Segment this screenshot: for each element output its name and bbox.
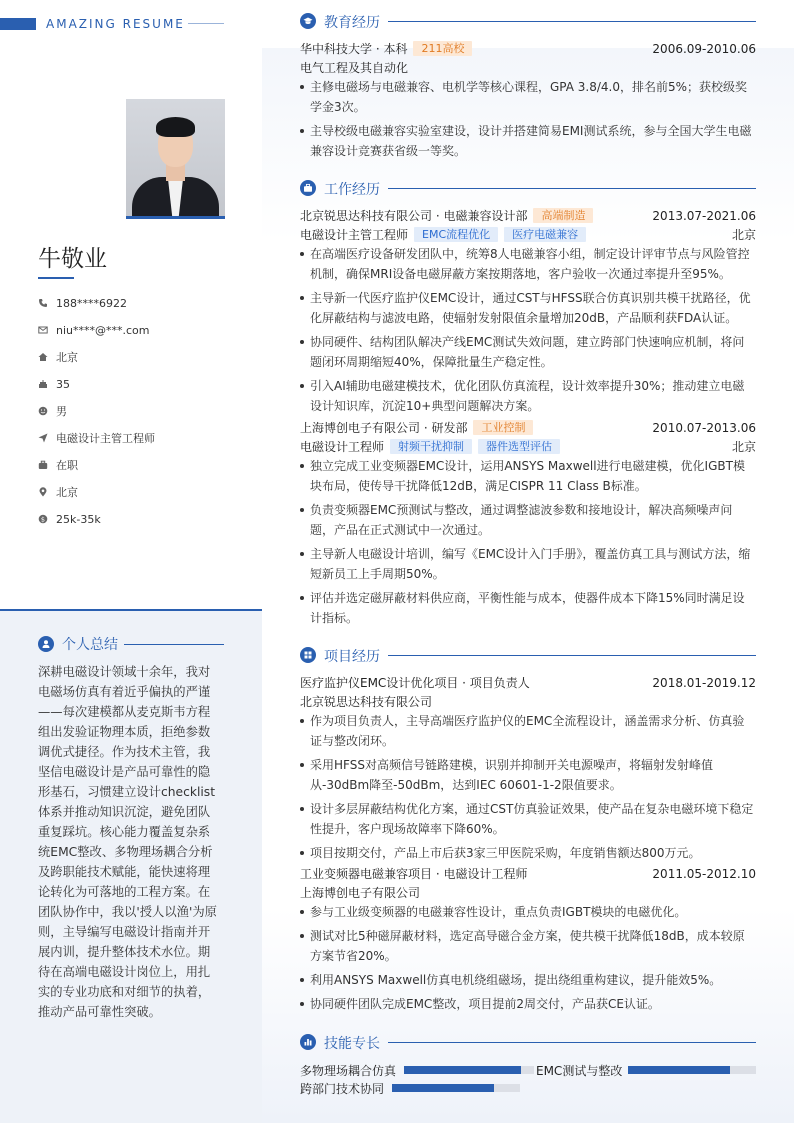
city-text: 北京 [56, 486, 78, 499]
skill-tag: 器件选型评估 [478, 439, 560, 454]
job-bullets [300, 456, 756, 628]
location-row [38, 349, 238, 365]
project-row [300, 864, 756, 883]
skill-level-fill [404, 1066, 521, 1074]
job-role: 电磁设计主管工程师 [300, 228, 409, 242]
school-tag: 211高校 [413, 41, 472, 56]
project-block-2 [300, 864, 756, 1018]
work-line [388, 188, 756, 189]
skill-item [300, 1062, 534, 1078]
project-company-row [300, 883, 756, 902]
gender-row [38, 403, 238, 419]
status-row [38, 457, 238, 473]
education-line [388, 21, 756, 22]
name-underline [38, 277, 74, 279]
cake-icon [38, 379, 48, 389]
brand-text: AMAZING RESUME [46, 17, 185, 31]
list-item: 负责变频器EMC预测试与整改，通过调整滤波参数和接地设计，解决高频噪声问题，产品在正式测试中一次通过。 [300, 500, 756, 540]
skill-name: 跨部门技术协同 [300, 1081, 385, 1096]
briefcase-icon [300, 180, 316, 196]
skill-level-bar [628, 1066, 756, 1074]
user-icon [38, 636, 54, 652]
project-date: 2018.01-2019.12 [652, 675, 756, 690]
projects-line [388, 655, 756, 656]
job-city: 北京 [731, 440, 756, 454]
location-text: 北京 [56, 351, 78, 364]
skill-tag: 射频干扰抑制 [390, 439, 472, 454]
job-date: 2013.07-2021.06 [652, 208, 756, 223]
project-block-1 [300, 673, 756, 867]
project-name: 工业变频器电磁兼容项目 · 电磁设计工程师 [300, 867, 528, 881]
education-bullets [300, 77, 756, 161]
education-header [300, 12, 756, 32]
profile-photo [126, 99, 225, 219]
grid-icon [300, 647, 316, 663]
age-row [38, 376, 238, 392]
project-company-row [300, 692, 756, 711]
summary-title: 个人总结 [62, 637, 118, 653]
list-item: 引入AI辅助电磁建模技术，优化团队仿真流程，设计效率提升30%；推动建立电磁设计知识库，沉淀10+典型问题解决方案。 [300, 376, 756, 416]
phone-text: 188****6922 [56, 296, 127, 310]
major-row [300, 58, 756, 77]
industry-tag: 工业控制 [473, 420, 533, 435]
projects-header [300, 646, 756, 666]
project-date: 2011.05-2012.10 [652, 866, 756, 881]
list-item: 评估并选定磁屏蔽材料供应商，平衡性能与成本，使器件成本下降15%同时满足设计指标。 [300, 588, 756, 628]
svg-text:$: $ [40, 515, 46, 524]
phone-icon [38, 298, 48, 308]
project-company: 上海博创电子有限公司 [300, 886, 421, 900]
brand-line [188, 23, 224, 24]
job-bullets [300, 244, 756, 416]
skill-tag: 医疗电磁兼容 [504, 227, 586, 242]
list-item: 主导新人电磁设计培训，编写《EMC设计入门手册》，覆盖仿真工具与测试方法，缩短新员工上手周期50%。 [300, 544, 756, 584]
school-name: 华中科技大学 · 本科 [300, 42, 408, 56]
list-item: 协同硬件、结构团队解决产线EMC测试失效问题，建立跨部门快速响应机制，将问题闭环周期缩短40%，保障批量生产稳定性。 [300, 332, 756, 372]
education-block [300, 39, 756, 165]
job-role-row [300, 225, 756, 244]
graduation-cap-icon [300, 13, 316, 29]
company-name: 北京锐思达科技有限公司 · 电磁兼容设计部 [300, 209, 528, 223]
project-bullets [300, 711, 756, 863]
company-name: 上海博创电子有限公司 · 研发部 [300, 421, 468, 435]
project-company: 北京锐思达科技有限公司 [300, 695, 433, 709]
list-item: 参与工业级变频器的电磁兼容性设计，重点负责IGBT模块的电磁优化。 [300, 902, 756, 922]
brand-bar [0, 18, 36, 30]
list-item: 协同硬件团队完成EMC整改，项目提前2周交付，产品获CE认证。 [300, 994, 756, 1014]
list-item: 作为项目负责人，主导高端医疗监护仪的EMC全流程设计，涵盖需求分析、仿真验证与整改闭环。 [300, 711, 756, 751]
list-item: 主修电磁场与电磁兼容、电机学等核心课程，GPA 3.8/4.0，排名前5%；获校级奖学金3次。 [300, 77, 756, 117]
list-item: 主导新一代医疗监护仪EMC设计，通过CST与HFSS联合仿真识别共模干扰路径，优化屏蔽结构与滤波电路，使辐射发射限值余量增加20dB，产品顺利获FDA认证。 [300, 288, 756, 328]
skill-item [536, 1062, 756, 1078]
summary-text: 深耕电磁设计领域十余年，我对电磁场仿真有着近乎偏执的严谨——每次建模都从麦克斯韦方程组出发验证物理本质，拒绝参数调优式捷径。作为技术主管，我坚信电磁设计是产品可靠性的隐形基石，习惯建立设计checklist体系并推动知识沉淀，避免团队重复踩坑。核心能力覆盖复杂系统EMC整改、多物理场耦合分析及跨职能技术赋能，能快速将理论转化为可落地的工程方案。在团队协作中，我以'授人以渔'为原则，主导编写电磁设计指南并开展内训，提升整体技术水位。期待在高端电磁设计岗位上，用扎实的专业功底和对细节的执着，推动产品可靠性突破。 [38, 665, 217, 1019]
job-block-1 [300, 206, 756, 420]
status-text: 在职 [56, 459, 78, 472]
list-item: 独立完成工业变频器EMC设计，运用ANSYS Maxwell进行电磁建模，优化IGBT模块布局，使传导干扰降低12dB，满足CISPR 11 Class B标准。 [300, 456, 756, 496]
send-icon [38, 433, 48, 443]
education-row [300, 39, 756, 58]
home-icon [38, 352, 48, 362]
gender-text: 男 [56, 405, 67, 418]
list-item: 采用HFSS对高频信号链路建模，识别并抑制开关电源噪声，将辐射发射峰值从-30dBm降至-50dBm，达到IEC 60601-1-2限值要求。 [300, 755, 756, 795]
skill-tag: EMC流程优化 [414, 227, 498, 242]
job-role: 电磁设计工程师 [300, 440, 385, 454]
education-date: 2006.09-2010.06 [652, 41, 756, 56]
project-row [300, 673, 756, 692]
phone-row [38, 295, 238, 311]
project-bullets [300, 902, 756, 1014]
job-city: 北京 [731, 228, 756, 242]
skill-name: EMC测试与整改 [536, 1063, 623, 1078]
briefcase-icon [38, 460, 48, 470]
skills-title: 技能专长 [324, 1036, 380, 1052]
job-row [38, 430, 238, 446]
summary-header [38, 634, 224, 654]
skill-level-fill [628, 1066, 730, 1074]
salary-row [38, 511, 238, 527]
list-item: 在高端医疗设备研发团队中，统筹8人电磁兼容小组，制定设计评审节点与风险管控机制，确保MRI设备电磁屏蔽方案按期落地，客户验收一次通过率提升至95%。 [300, 244, 756, 284]
industry-tag: 高端制造 [533, 208, 593, 223]
project-name: 医疗监护仪EMC设计优化项目 · 项目负责人 [300, 676, 530, 690]
salary-text: 25k-35k [56, 512, 101, 526]
age-text: 35 [56, 377, 70, 391]
job-date: 2010.07-2013.06 [652, 420, 756, 435]
list-item: 设计多层屏蔽结构优化方案，通过CST仿真验证效果，使产品在复杂电磁环境下稳定性提升，客户现场故障率下降60%。 [300, 799, 756, 839]
projects-title: 项目经历 [324, 649, 380, 665]
list-item: 测试对比5种磁屏蔽材料，选定高导磁合金方案，使共模干扰降低18dB，成本较原方案节省20%。 [300, 926, 756, 966]
list-item: 利用ANSYS Maxwell仿真电机绕组磁场，提出绕组重构建议，提升能效5%。 [300, 970, 756, 990]
summary-line [124, 644, 224, 645]
job-company-row [300, 418, 756, 437]
list-item: 项目按期交付，产品上市后获3家三甲医院采购，年度销售额达800万元。 [300, 843, 756, 863]
job-company-row [300, 206, 756, 225]
email-text: niu****@***.com [56, 323, 150, 337]
bar-chart-icon [300, 1034, 316, 1050]
skill-level-fill [392, 1084, 494, 1092]
skill-name: 多物理场耦合仿真 [300, 1063, 397, 1078]
mail-icon [38, 325, 48, 335]
skills-line [388, 1042, 756, 1043]
skill-level-bar [392, 1084, 520, 1092]
work-title: 工作经历 [324, 182, 380, 198]
skill-item [300, 1080, 520, 1096]
money-icon [38, 514, 48, 524]
map-pin-icon [38, 487, 48, 497]
major-name: 电气工程及其自动化 [300, 61, 409, 75]
work-header [300, 179, 756, 199]
city-row [38, 484, 238, 500]
smile-icon [38, 406, 48, 416]
job-role-row [300, 437, 756, 456]
skill-level-bar [404, 1066, 534, 1074]
job-block-2 [300, 418, 756, 632]
email-row [38, 322, 238, 338]
list-item: 主导校级电磁兼容实验室建设，设计并搭建简易EMI测试系统，参与全国大学生电磁兼容设计竞赛获省级一等奖。 [300, 121, 756, 161]
job-text: 电磁设计主管工程师 [56, 432, 155, 445]
candidate-name: 牛敬业 [38, 246, 107, 272]
education-title: 教育经历 [324, 15, 380, 31]
skills-header [300, 1033, 756, 1053]
brand-header [0, 16, 230, 32]
